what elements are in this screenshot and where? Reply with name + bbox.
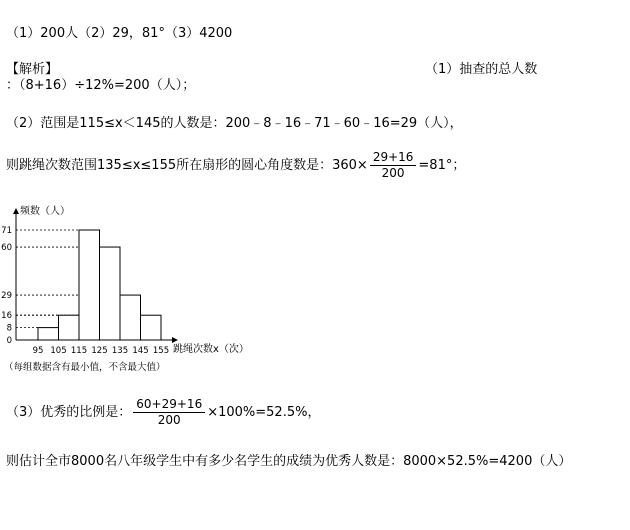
- angle-prefix: 则跳绳次数范围135≤x≤155所在扇形的圆心角度数是：360×: [6, 158, 368, 173]
- angle-line: [6, 150, 465, 181]
- y-tick-label-2: 16: [1, 311, 12, 322]
- y-axis-arrow: [13, 208, 19, 214]
- histogram-bar-1: [59, 315, 80, 340]
- part1-calculation: ：（8+16）÷12%=200（人）；: [6, 78, 196, 93]
- angle-denominator: 200: [381, 166, 405, 180]
- x-tick-label-2: 115: [70, 346, 88, 356]
- part2-line: （2）范围是115≤x＜145的人数是：200﹣8﹣16﹣71﹣60﹣16=29（人），: [6, 116, 463, 131]
- histogram-bar-3: [100, 247, 121, 340]
- x-tick-label-1: 105: [50, 346, 67, 356]
- angle-numerator: 29+16: [370, 150, 417, 166]
- y-tick-label-1: 8: [6, 323, 12, 334]
- histogram-bar-0: [38, 328, 59, 340]
- part3-fraction: [133, 397, 205, 428]
- x-axis-arrow: [172, 337, 178, 343]
- x-tick-label-0: 95: [32, 346, 44, 356]
- part3-denominator: 200: [157, 413, 181, 427]
- histogram-bar-2: [79, 230, 100, 340]
- y-axis-title: 频数（人）: [20, 206, 70, 217]
- part3-suffix: ×100%=52.5%，: [207, 405, 321, 420]
- y-tick-label-5: 71: [1, 226, 12, 236]
- x-tick-label-6: 155: [152, 346, 170, 356]
- histogram-bar-4: [120, 295, 141, 340]
- part3-numerator: 60+29+16: [133, 397, 205, 413]
- y-tick-label-3: 29: [1, 291, 12, 302]
- part1-label: （1）抽查的总人数: [425, 62, 538, 77]
- part3-prefix: （3）优秀的比例是：: [6, 405, 132, 420]
- analysis-heading: 【解析】: [6, 62, 59, 77]
- x-tick-label-4: 135: [111, 346, 129, 356]
- angle-suffix: =81°；: [418, 158, 466, 173]
- frequency-histogram: [0, 198, 300, 378]
- part3-line: [6, 397, 320, 428]
- answer-line: （1）200人（2）29，81°（3）4200: [6, 26, 233, 41]
- x-tick-label-5: 145: [132, 346, 149, 356]
- y-tick-label-0: 0: [6, 336, 12, 346]
- chart-note: （每组数据含有最小值，不含最大值）: [4, 362, 166, 373]
- histogram-bar-5: [141, 315, 162, 340]
- x-tick-label-3: 125: [91, 346, 108, 356]
- final-line: 则估计全市8000名八年级学生中有多少名学生的成绩为优秀人数是：8000×52.5%=4200（人）: [6, 454, 572, 469]
- y-tick-label-4: 60: [1, 243, 12, 254]
- angle-fraction: [370, 150, 417, 181]
- x-axis-title: 跳绳次数x（次）: [173, 344, 249, 355]
